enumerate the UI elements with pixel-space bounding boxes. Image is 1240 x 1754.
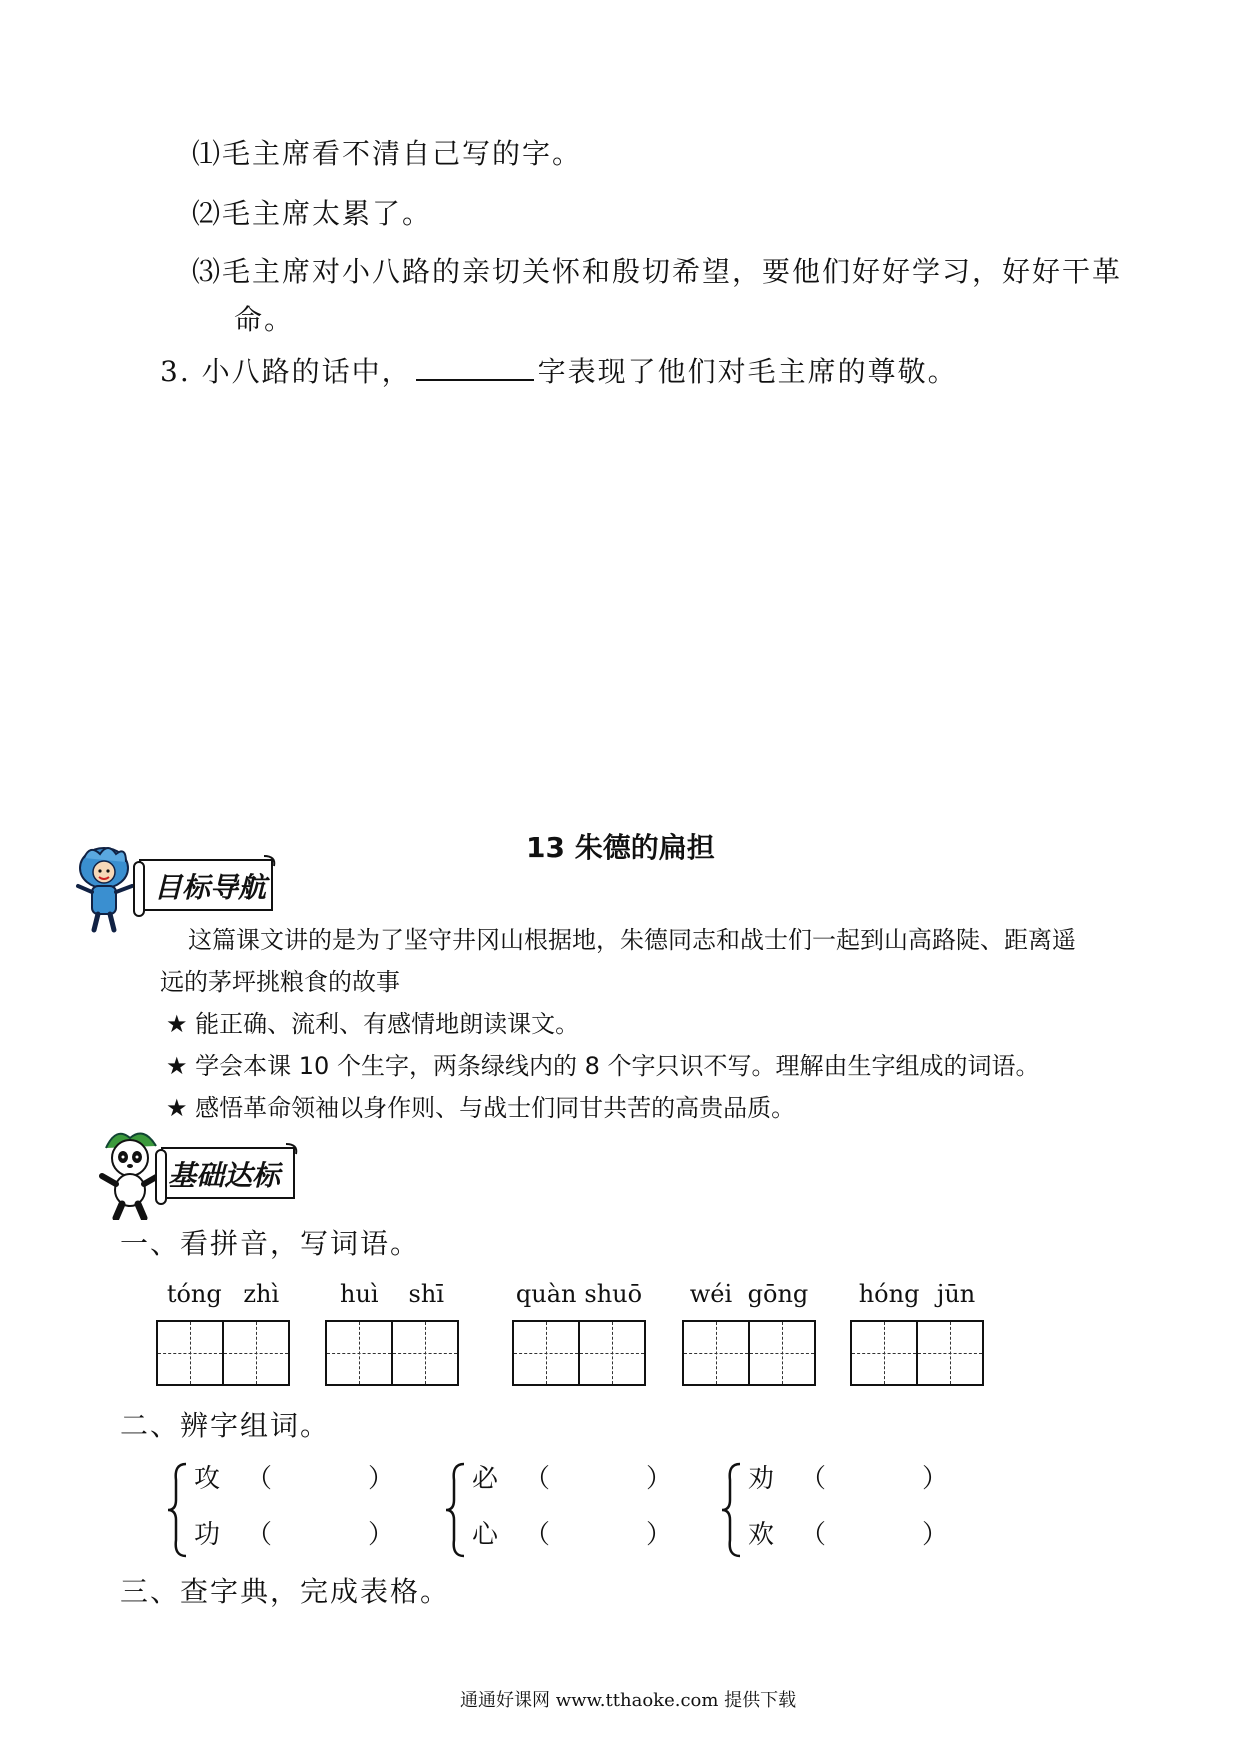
pair-bottom-blank[interactable]: （ ） [799,1520,948,1550]
mascot-icon [70,842,140,934]
pair-bottom-blank[interactable]: （ ） [523,1520,672,1550]
question-3-after: 字表现了他们对毛主席的尊敬。 [537,355,958,388]
writing-grid[interactable] [512,1320,646,1386]
grid-cell[interactable] [918,1322,982,1384]
page-footer: 通通好课网 www.tthaoke.com 提供下载 [460,1690,797,1711]
pinyin-group-4 [682,1280,816,1386]
grid-cell[interactable] [393,1322,457,1384]
pinyin-group-3 [512,1280,646,1386]
pair-bottom-blank[interactable]: （ ） [245,1520,394,1550]
option-1: ⑴毛主席看不清自己写的字。 [192,137,583,170]
brace-icon [442,1460,468,1560]
pinyin: tóng [166,1280,222,1308]
intro-line-2: 远的茅坪挑粮食的故事 [160,968,400,996]
goal-item-1: ★ 能正确、流利、有感情地朗读课文。 [166,1010,580,1038]
pinyin: quàn [515,1280,577,1308]
grid-cell[interactable] [684,1322,750,1384]
pinyin: gōng [747,1280,809,1308]
pair-bottom-char: 心 [472,1520,499,1550]
brace-icon [164,1460,190,1560]
question-3-before: 3. 小八路的话中， [160,355,412,388]
grid-cell[interactable] [580,1322,644,1384]
char-pair-3 [718,1458,948,1568]
pinyin-group-2 [325,1280,459,1386]
writing-grid[interactable] [325,1320,459,1386]
writing-grid[interactable] [682,1320,816,1386]
grid-cell[interactable] [514,1322,580,1384]
pair-top-blank[interactable]: （ ） [799,1464,948,1494]
option-3-line-2: 命。 [234,303,295,336]
pinyin-group-5 [850,1280,984,1386]
pinyin: shī [408,1280,444,1308]
basic-banner-label: 基础达标 [168,1159,281,1192]
pinyin: zhì [243,1280,280,1308]
pinyin: hóng [858,1280,920,1308]
exercise-3-heading: 三、查字典，完成表格。 [120,1575,451,1608]
option-2: ⑵毛主席太累了。 [192,197,433,230]
goal-item-3: ★ 感悟革命领袖以身作则、与战士们同甘共苦的高贵品质。 [166,1094,796,1122]
lesson-title: 13 朱德的扁担 [526,831,715,864]
exercise-2-heading: 二、辨字组词。 [120,1409,331,1442]
char-pair-2 [442,1458,672,1568]
pair-top-char: 必 [472,1464,499,1494]
pinyin: jūn [936,1280,976,1308]
pinyin: shuō [584,1280,643,1308]
pair-bottom-char: 欢 [748,1520,775,1550]
pair-top-blank[interactable]: （ ） [245,1464,394,1494]
pair-top-char: 劝 [748,1464,775,1494]
question-3 [160,350,958,390]
pinyin: wéi [689,1280,733,1308]
basic-banner [96,1128,306,1220]
grid-cell[interactable] [852,1322,918,1384]
char-pair-1 [164,1458,394,1568]
brace-icon [718,1460,744,1560]
goal-item-2: ★ 学会本课 10 个生字，两条绿线内的 8 个字只识不写。理解由生字组成的词语。 [166,1052,1040,1080]
pair-top-char: 攻 [194,1464,221,1494]
answer-blank[interactable] [416,353,534,381]
intro-line-1: 这篇课文讲的是为了坚守井冈山根据地，朱德同志和战士们一起到山高路陡、距离遥 [188,926,1076,954]
pinyin: huì [339,1280,379,1308]
writing-grid[interactable] [850,1320,984,1386]
grid-cell[interactable] [158,1322,224,1384]
pinyin-group-1 [156,1280,290,1386]
goal-banner-label: 目标导航 [154,871,267,904]
pair-top-blank[interactable]: （ ） [523,1464,672,1494]
option-3-line-1: ⑶毛主席对小八路的亲切关怀和殷切希望，要他们好好学习，好好干革 [192,255,1123,288]
grid-cell[interactable] [224,1322,288,1384]
exercise-1-heading: 一、看拼音，写词语。 [120,1227,421,1260]
grid-cell[interactable] [750,1322,814,1384]
writing-grid[interactable] [156,1320,290,1386]
grid-cell[interactable] [327,1322,393,1384]
pair-bottom-char: 功 [194,1520,221,1550]
